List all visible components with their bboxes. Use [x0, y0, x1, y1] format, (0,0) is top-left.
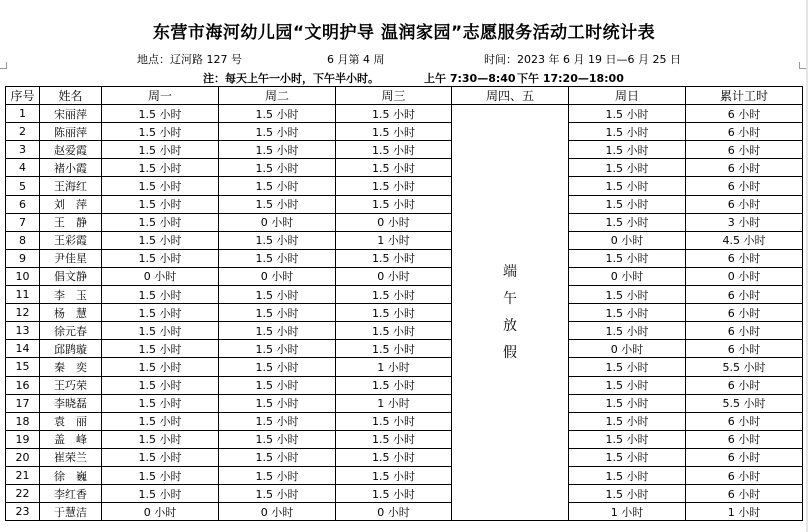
total-hours-cell: 6 小时	[686, 123, 803, 141]
name-cell: 李 玉	[40, 286, 102, 304]
name-cell: 宋丽萍	[40, 105, 102, 123]
wed-hours-cell: 1.5 小时	[336, 430, 452, 448]
margin-corner-mark-top-right	[799, 62, 806, 69]
row-number-cell: 1	[6, 105, 40, 123]
note-rule-text: 注：每天上午一小时，下午半小时。	[203, 72, 379, 85]
mon-hours-cell: 1.5 小时	[102, 430, 219, 448]
name-cell: 王 静	[40, 213, 102, 231]
tue-hours-cell: 1.5 小时	[219, 340, 336, 358]
sun-hours-cell: 1.5 小时	[569, 304, 686, 322]
total-hours-cell: 6 小时	[686, 448, 803, 466]
sun-hours-cell: 1.5 小时	[569, 195, 686, 213]
total-hours-cell: 4.5 小时	[686, 231, 803, 249]
table-row	[6, 466, 803, 484]
table-row	[6, 503, 803, 521]
sun-hours-cell: 1.5 小时	[569, 448, 686, 466]
margin-corner-mark-top-left	[0, 62, 7, 69]
table-header-row	[6, 87, 803, 105]
sun-hours-cell: 1.5 小时	[569, 249, 686, 267]
tue-hours-cell: 1.5 小时	[219, 123, 336, 141]
table-row	[6, 340, 803, 358]
row-number-cell: 8	[6, 231, 40, 249]
total-hours-cell: 3 小时	[686, 213, 803, 231]
mon-hours-cell: 1.5 小时	[102, 177, 219, 195]
row-number-cell: 11	[6, 286, 40, 304]
total-hours-cell: 6 小时	[686, 412, 803, 430]
row-number-cell: 10	[6, 267, 40, 285]
sun-hours-cell: 1.5 小时	[569, 286, 686, 304]
sun-hours-cell: 1.5 小时	[569, 376, 686, 394]
page-title: 东营市海河幼儿园“文明护导 温润家园”志愿服务活动工时统计表	[152, 23, 656, 43]
week-text: 6 月第 4 周	[327, 53, 385, 66]
tue-hours-cell: 1.5 小时	[219, 358, 336, 376]
sun-hours-cell: 1.5 小时	[569, 123, 686, 141]
tue-hours-cell: 1.5 小时	[219, 231, 336, 249]
mon-hours-cell: 1.5 小时	[102, 231, 219, 249]
sun-hours-cell: 0 小时	[569, 340, 686, 358]
tue-hours-cell: 1.5 小时	[219, 376, 336, 394]
tue-hours-cell: 1.5 小时	[219, 249, 336, 267]
table-row	[6, 286, 803, 304]
table-row	[6, 376, 803, 394]
wed-hours-cell: 1 小时	[336, 394, 452, 412]
name-cell: 王巧荣	[40, 376, 102, 394]
name-cell: 邱鹍璇	[40, 340, 102, 358]
table-row	[6, 177, 803, 195]
header-mon: 周一	[102, 87, 219, 105]
mon-hours-cell: 1.5 小时	[102, 340, 219, 358]
mon-hours-cell: 1.5 小时	[102, 485, 219, 503]
name-cell: 于慧洁	[40, 503, 102, 521]
mon-hours-cell: 1.5 小时	[102, 105, 219, 123]
header-thu-fri: 周四、五	[452, 87, 569, 105]
tue-hours-cell: 1.5 小时	[219, 304, 336, 322]
worktime-table	[5, 86, 803, 521]
total-hours-cell: 6 小时	[686, 159, 803, 177]
row-number-cell: 3	[6, 141, 40, 159]
total-hours-cell: 6 小时	[686, 430, 803, 448]
mon-hours-cell: 1.5 小时	[102, 286, 219, 304]
table-row	[6, 231, 803, 249]
total-hours-cell: 6 小时	[686, 195, 803, 213]
name-cell: 秦 奕	[40, 358, 102, 376]
name-cell: 尹佳星	[40, 249, 102, 267]
tue-hours-cell: 1.5 小时	[219, 159, 336, 177]
table-row	[6, 412, 803, 430]
sun-hours-cell: 0 小时	[569, 267, 686, 285]
table-row	[6, 123, 803, 141]
name-cell: 倡文静	[40, 267, 102, 285]
row-number-cell: 23	[6, 503, 40, 521]
sun-hours-cell: 1.5 小时	[569, 159, 686, 177]
wed-hours-cell: 1.5 小时	[336, 322, 452, 340]
mon-hours-cell: 1.5 小时	[102, 195, 219, 213]
sun-hours-cell: 1.5 小时	[569, 358, 686, 376]
wed-hours-cell: 1.5 小时	[336, 249, 452, 267]
row-number-cell: 6	[6, 195, 40, 213]
wed-hours-cell: 0 小时	[336, 503, 452, 521]
tue-hours-cell: 1.5 小时	[219, 322, 336, 340]
wed-hours-cell: 1 小时	[336, 358, 452, 376]
tue-hours-cell: 1.5 小时	[219, 466, 336, 484]
sun-hours-cell: 1.5 小时	[569, 394, 686, 412]
sun-hours-cell: 1.5 小时	[569, 466, 686, 484]
sun-hours-cell: 1.5 小时	[569, 213, 686, 231]
row-number-cell: 16	[6, 376, 40, 394]
table-row	[6, 430, 803, 448]
wed-hours-cell: 1.5 小时	[336, 448, 452, 466]
table-row	[6, 448, 803, 466]
wed-hours-cell: 1.5 小时	[336, 123, 452, 141]
row-number-cell: 13	[6, 322, 40, 340]
holiday-char: 午	[503, 291, 517, 308]
total-hours-cell: 6 小时	[686, 376, 803, 394]
sun-hours-cell: 1.5 小时	[569, 177, 686, 195]
wed-hours-cell: 1 小时	[336, 231, 452, 249]
row-number-cell: 12	[6, 304, 40, 322]
row-number-cell: 5	[6, 177, 40, 195]
mon-hours-cell: 1.5 小时	[102, 159, 219, 177]
total-hours-cell: 1 小时	[686, 503, 803, 521]
date-range-text: 时间：2023 年 6 月 19 日—6 月 25 日	[484, 53, 681, 66]
name-cell: 刘 萍	[40, 195, 102, 213]
table-row	[6, 105, 803, 123]
row-number-cell: 15	[6, 358, 40, 376]
holiday-char: 放	[503, 318, 517, 335]
row-number-cell: 4	[6, 159, 40, 177]
tue-hours-cell: 1.5 小时	[219, 412, 336, 430]
sun-hours-cell: 1 小时	[569, 503, 686, 521]
mon-hours-cell: 0 小时	[102, 503, 219, 521]
tue-hours-cell: 1.5 小时	[219, 448, 336, 466]
name-cell: 杨 慧	[40, 304, 102, 322]
sun-hours-cell: 0 小时	[569, 231, 686, 249]
header-wed: 周三	[336, 87, 452, 105]
total-hours-cell: 6 小时	[686, 249, 803, 267]
table-row	[6, 304, 803, 322]
total-hours-cell: 6 小时	[686, 177, 803, 195]
note-morning-text: 上午 7:30—8:40	[424, 72, 516, 85]
mon-hours-cell: 1.5 小时	[102, 412, 219, 430]
mon-hours-cell: 1.5 小时	[102, 249, 219, 267]
header-name: 姓名	[40, 87, 102, 105]
row-number-cell: 20	[6, 448, 40, 466]
total-hours-cell: 6 小时	[686, 304, 803, 322]
table-row	[6, 485, 803, 503]
sun-hours-cell: 1.5 小时	[569, 141, 686, 159]
mon-hours-cell: 1.5 小时	[102, 322, 219, 340]
name-cell: 徐 巍	[40, 466, 102, 484]
holiday-merged-cell	[452, 105, 569, 521]
mon-hours-cell: 1.5 小时	[102, 394, 219, 412]
row-number-cell: 14	[6, 340, 40, 358]
wed-hours-cell: 1.5 小时	[336, 195, 452, 213]
wed-hours-cell: 1.5 小时	[336, 340, 452, 358]
sun-hours-cell: 1.5 小时	[569, 485, 686, 503]
sun-hours-cell: 1.5 小时	[569, 430, 686, 448]
name-cell: 王彩霞	[40, 231, 102, 249]
tue-hours-cell: 0 小时	[219, 267, 336, 285]
total-hours-cell: 6 小时	[686, 141, 803, 159]
mon-hours-cell: 1.5 小时	[102, 141, 219, 159]
row-number-cell: 19	[6, 430, 40, 448]
table-row	[6, 394, 803, 412]
mon-hours-cell: 0 小时	[102, 267, 219, 285]
header-tue: 周二	[219, 87, 336, 105]
mon-hours-cell: 1.5 小时	[102, 466, 219, 484]
wed-hours-cell: 1.5 小时	[336, 485, 452, 503]
table-row	[6, 213, 803, 231]
total-hours-cell: 6 小时	[686, 340, 803, 358]
header-total: 累计工时	[686, 87, 803, 105]
name-cell: 盖 峰	[40, 430, 102, 448]
wed-hours-cell: 1.5 小时	[336, 177, 452, 195]
name-cell: 王海红	[40, 177, 102, 195]
row-number-cell: 18	[6, 412, 40, 430]
tue-hours-cell: 0 小时	[219, 213, 336, 231]
tue-hours-cell: 0 小时	[219, 503, 336, 521]
wed-hours-cell: 1.5 小时	[336, 304, 452, 322]
total-hours-cell: 6 小时	[686, 485, 803, 503]
mon-hours-cell: 1.5 小时	[102, 358, 219, 376]
name-cell: 袁 丽	[40, 412, 102, 430]
name-cell: 赵爱霞	[40, 141, 102, 159]
table-row	[6, 358, 803, 376]
name-cell: 李晓磊	[40, 394, 102, 412]
mon-hours-cell: 1.5 小时	[102, 213, 219, 231]
total-hours-cell: 6 小时	[686, 466, 803, 484]
table-row	[6, 141, 803, 159]
row-number-cell: 17	[6, 394, 40, 412]
mon-hours-cell: 1.5 小时	[102, 376, 219, 394]
table-row	[6, 159, 803, 177]
tue-hours-cell: 1.5 小时	[219, 177, 336, 195]
name-cell: 李红香	[40, 485, 102, 503]
holiday-char: 假	[503, 345, 517, 362]
wed-hours-cell: 1.5 小时	[336, 376, 452, 394]
wed-hours-cell: 0 小时	[336, 267, 452, 285]
total-hours-cell: 6 小时	[686, 286, 803, 304]
wed-hours-cell: 1.5 小时	[336, 466, 452, 484]
name-cell: 褚小霞	[40, 159, 102, 177]
sun-hours-cell: 1.5 小时	[569, 105, 686, 123]
sun-hours-cell: 1.5 小时	[569, 412, 686, 430]
tue-hours-cell: 1.5 小时	[219, 485, 336, 503]
wed-hours-cell: 1.5 小时	[336, 159, 452, 177]
table-row	[6, 267, 803, 285]
mon-hours-cell: 1.5 小时	[102, 448, 219, 466]
mon-hours-cell: 1.5 小时	[102, 123, 219, 141]
tue-hours-cell: 1.5 小时	[219, 105, 336, 123]
row-number-cell: 2	[6, 123, 40, 141]
name-cell: 陈丽萍	[40, 123, 102, 141]
row-number-cell: 22	[6, 485, 40, 503]
header-sun: 周日	[569, 87, 686, 105]
row-number-cell: 7	[6, 213, 40, 231]
name-cell: 崔荣兰	[40, 448, 102, 466]
tue-hours-cell: 1.5 小时	[219, 195, 336, 213]
tue-hours-cell: 1.5 小时	[219, 286, 336, 304]
sun-hours-cell: 1.5 小时	[569, 322, 686, 340]
table-body	[6, 105, 803, 521]
table-row	[6, 322, 803, 340]
total-hours-cell: 0 小时	[686, 267, 803, 285]
table-row	[6, 249, 803, 267]
tue-hours-cell: 1.5 小时	[219, 394, 336, 412]
holiday-char: 端	[503, 264, 517, 281]
tue-hours-cell: 1.5 小时	[219, 141, 336, 159]
name-cell: 徐元春	[40, 322, 102, 340]
total-hours-cell: 5.5 小时	[686, 394, 803, 412]
row-number-cell: 21	[6, 466, 40, 484]
table-row	[6, 195, 803, 213]
mon-hours-cell: 1.5 小时	[102, 304, 219, 322]
row-number-cell: 9	[6, 249, 40, 267]
total-hours-cell: 5.5 小时	[686, 358, 803, 376]
wed-hours-cell: 1.5 小时	[336, 286, 452, 304]
header-no: 序号	[6, 87, 40, 105]
location-text: 地点：辽河路 127 号	[137, 53, 242, 66]
total-hours-cell: 6 小时	[686, 322, 803, 340]
wed-hours-cell: 1.5 小时	[336, 105, 452, 123]
tue-hours-cell: 1.5 小时	[219, 430, 336, 448]
wed-hours-cell: 0 小时	[336, 213, 452, 231]
total-hours-cell: 6 小时	[686, 105, 803, 123]
wed-hours-cell: 1.5 小时	[336, 412, 452, 430]
note-afternoon-text: 下午 17:20—18:00	[517, 72, 624, 85]
wed-hours-cell: 1.5 小时	[336, 141, 452, 159]
